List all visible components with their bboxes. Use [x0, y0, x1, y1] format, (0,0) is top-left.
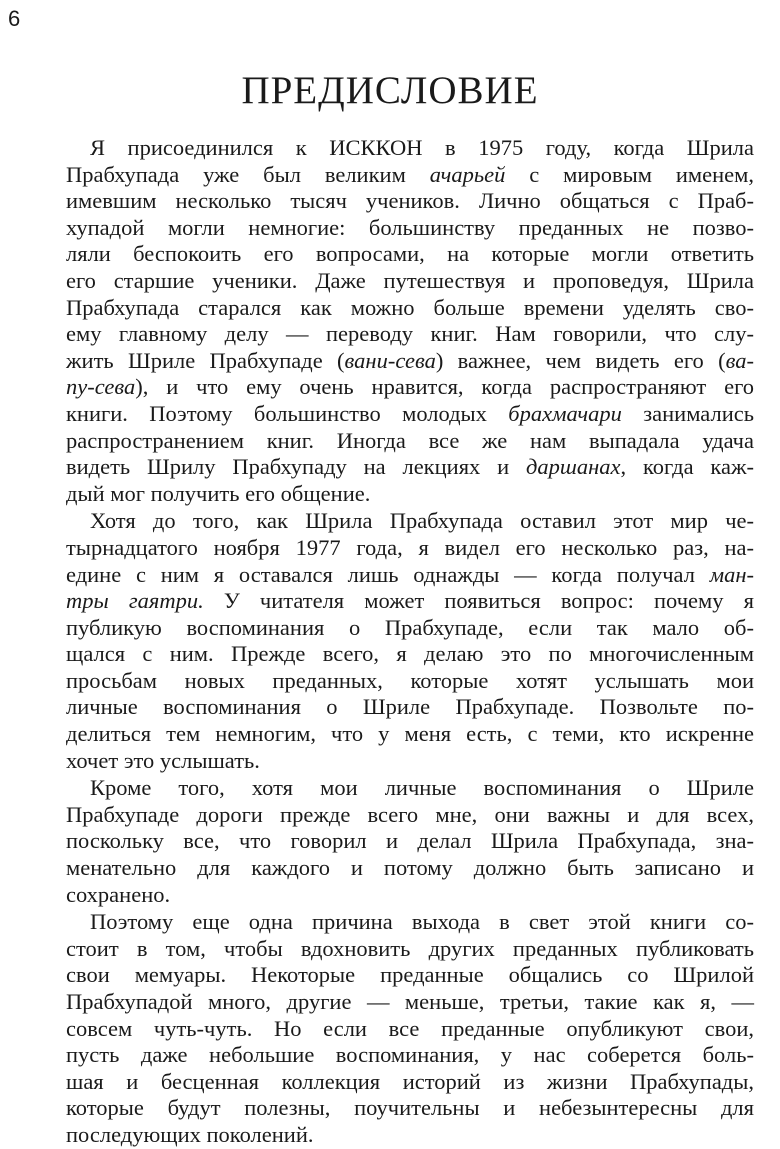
text-line: [66, 428, 754, 455]
text-segment: книги. Поэтому большинство молодых: [66, 400, 509, 426]
text-segment: Я присоединился к ИСККОН в 1975 году, когда Шрила: [90, 135, 754, 160]
text-segment: Прабхупадой много, другие — меньше, третьи, такие как я, —: [66, 989, 754, 1014]
text-segment: ) важнее, чем видеть его (: [435, 347, 726, 373]
text-line: [66, 668, 754, 695]
text-segment: поскольку все, что говорил и делал Шрила Прабхупада, зна-: [66, 828, 754, 854]
text-line: [66, 562, 754, 589]
text-segment: едине с ним я оставался лишь однажды — когда получал: [66, 561, 710, 587]
text-line: [66, 401, 754, 428]
text-segment: Хотя до того, как Шрила Прабхупада оставил этот мир че-: [90, 508, 754, 534]
text-segment: свои мемуары. Некоторые преданные общались со Шрилой: [66, 962, 754, 988]
text-line: [66, 1069, 754, 1096]
italic-term: тры гаятри.: [66, 588, 204, 614]
text-segment: занимались: [621, 400, 754, 426]
text-segment: его старшие ученики. Даже путешествуя и проповедуя, Шрила: [66, 267, 754, 293]
text-line: [66, 481, 754, 508]
text-line: [66, 989, 754, 1016]
body-text: [66, 135, 754, 1149]
text-line: [66, 1042, 754, 1069]
text-line: [66, 188, 754, 215]
text-line: [66, 241, 754, 268]
text-segment: , когда каж-: [620, 454, 755, 480]
text-line: [66, 535, 754, 562]
text-line: [66, 641, 754, 668]
text-segment: распространением книг. Иногда все же нам выпадала удача: [66, 427, 754, 453]
italic-term: ачарьей: [429, 161, 506, 187]
text-line: [66, 909, 754, 936]
text-line: [66, 374, 754, 401]
text-segment: последующих поколений.: [66, 1121, 314, 1147]
text-line: [66, 588, 754, 615]
text-line: [66, 721, 754, 748]
text-segment: просьбам новых преданных, которые хотят услышать мои: [66, 667, 754, 693]
text-line: [66, 321, 754, 348]
text-line: [66, 1016, 754, 1043]
text-segment: шая и бесценная коллекция историй из жизни Прабхупады,: [66, 1068, 754, 1094]
text-line: [66, 855, 754, 882]
text-segment: щался с ним. Прежде всего, я делаю это по многочисленным: [66, 641, 754, 667]
text-segment: Поэтому еще одна причина выхода в свет этой книги со-: [90, 909, 754, 935]
text-line: [66, 882, 754, 909]
paragraph: [66, 775, 754, 908]
text-segment: Кроме того, хотя мои личные воспоминания о Шриле: [90, 775, 754, 801]
text-line: [66, 1095, 754, 1122]
text-line: [66, 694, 754, 721]
text-segment: ляли беспокоить его вопросами, на которые могли ответить: [66, 241, 754, 267]
text-line: [66, 268, 754, 295]
text-segment: Прабхупада старался как можно больше времени уделять сво-: [66, 294, 754, 320]
text-segment: совсем чуть-чуть. Но если все преданные опубликуют свои,: [66, 1015, 754, 1041]
text-line: [66, 348, 754, 375]
text-segment: видеть Шрилу Прабхупаду на лекциях и: [66, 454, 526, 480]
text-segment: ), и что ему очень нравится, когда распространяют его: [135, 374, 754, 400]
text-segment: менательно для каждого и потому должно быть записано и: [66, 855, 754, 881]
italic-term: ва-: [725, 347, 754, 373]
text-segment: пусть даже небольшие воспоминания, у нас соберется боль-: [66, 1042, 754, 1068]
italic-term: брахмачари: [508, 400, 622, 426]
italic-term: ман-: [709, 561, 754, 587]
text-segment: Прабхупаде дороги прежде всего мне, они важны и для всех,: [66, 801, 754, 827]
italic-term: пу-сева: [66, 374, 136, 400]
text-segment: стоит в том, чтобы вдохновить других преданных публиковать: [66, 935, 754, 961]
text-line: [66, 828, 754, 855]
text-segment: с мировым именем,: [505, 161, 754, 187]
text-segment: жить Шриле Прабхупаде (: [66, 347, 345, 373]
text-segment: сохранено.: [66, 881, 171, 907]
text-segment: которые будут полезны, поучительны и небезынтересны для: [66, 1095, 754, 1121]
text-line: [66, 508, 754, 535]
text-line: [66, 802, 754, 829]
text-segment: У читателя может появиться вопрос: почему я: [203, 588, 754, 614]
text-segment: Прабхупада уже был великим: [66, 161, 430, 187]
text-line: [66, 135, 754, 162]
text-segment: ему главному делу — переводу книг. Нам говорили, что слу-: [66, 321, 754, 347]
text-line: [66, 962, 754, 989]
text-line: [66, 615, 754, 642]
text-segment: имевшим несколько тысяч учеников. Лично общаться с Праб-: [66, 188, 754, 214]
paragraph: [66, 508, 754, 774]
text-line: [66, 936, 754, 963]
text-line: [66, 775, 754, 802]
paragraph: [66, 909, 754, 1148]
italic-term: даршанах: [526, 454, 621, 480]
paragraph: [66, 135, 754, 507]
text-line: [66, 295, 754, 322]
text-line: [66, 1122, 754, 1149]
text-segment: хупадой могли немногие: большинству преданных не позво-: [66, 214, 754, 240]
text-segment: дый мог получить его общение.: [66, 480, 371, 506]
text-segment: публикую воспоминания о Прабхупаде, если так мало об-: [66, 614, 754, 640]
page-number: 6: [8, 6, 21, 31]
text-segment: личные воспоминания о Шриле Прабхупаде. Позвольте по-: [66, 694, 754, 720]
text-line: [66, 454, 754, 481]
text-line: [66, 748, 754, 775]
text-segment: хочет это услышать.: [66, 747, 260, 773]
chapter-title: ПРЕДИСЛОВИЕ: [241, 69, 539, 112]
text-line: [66, 215, 754, 242]
text-segment: тырнадцатого ноября 1977 года, я видел его несколько раз, на-: [66, 534, 754, 560]
text-segment: делиться тем немногим, что у меня есть, с теми, кто искренне: [66, 721, 754, 747]
text-line: [66, 162, 754, 189]
italic-term: вани-сева: [344, 347, 436, 373]
